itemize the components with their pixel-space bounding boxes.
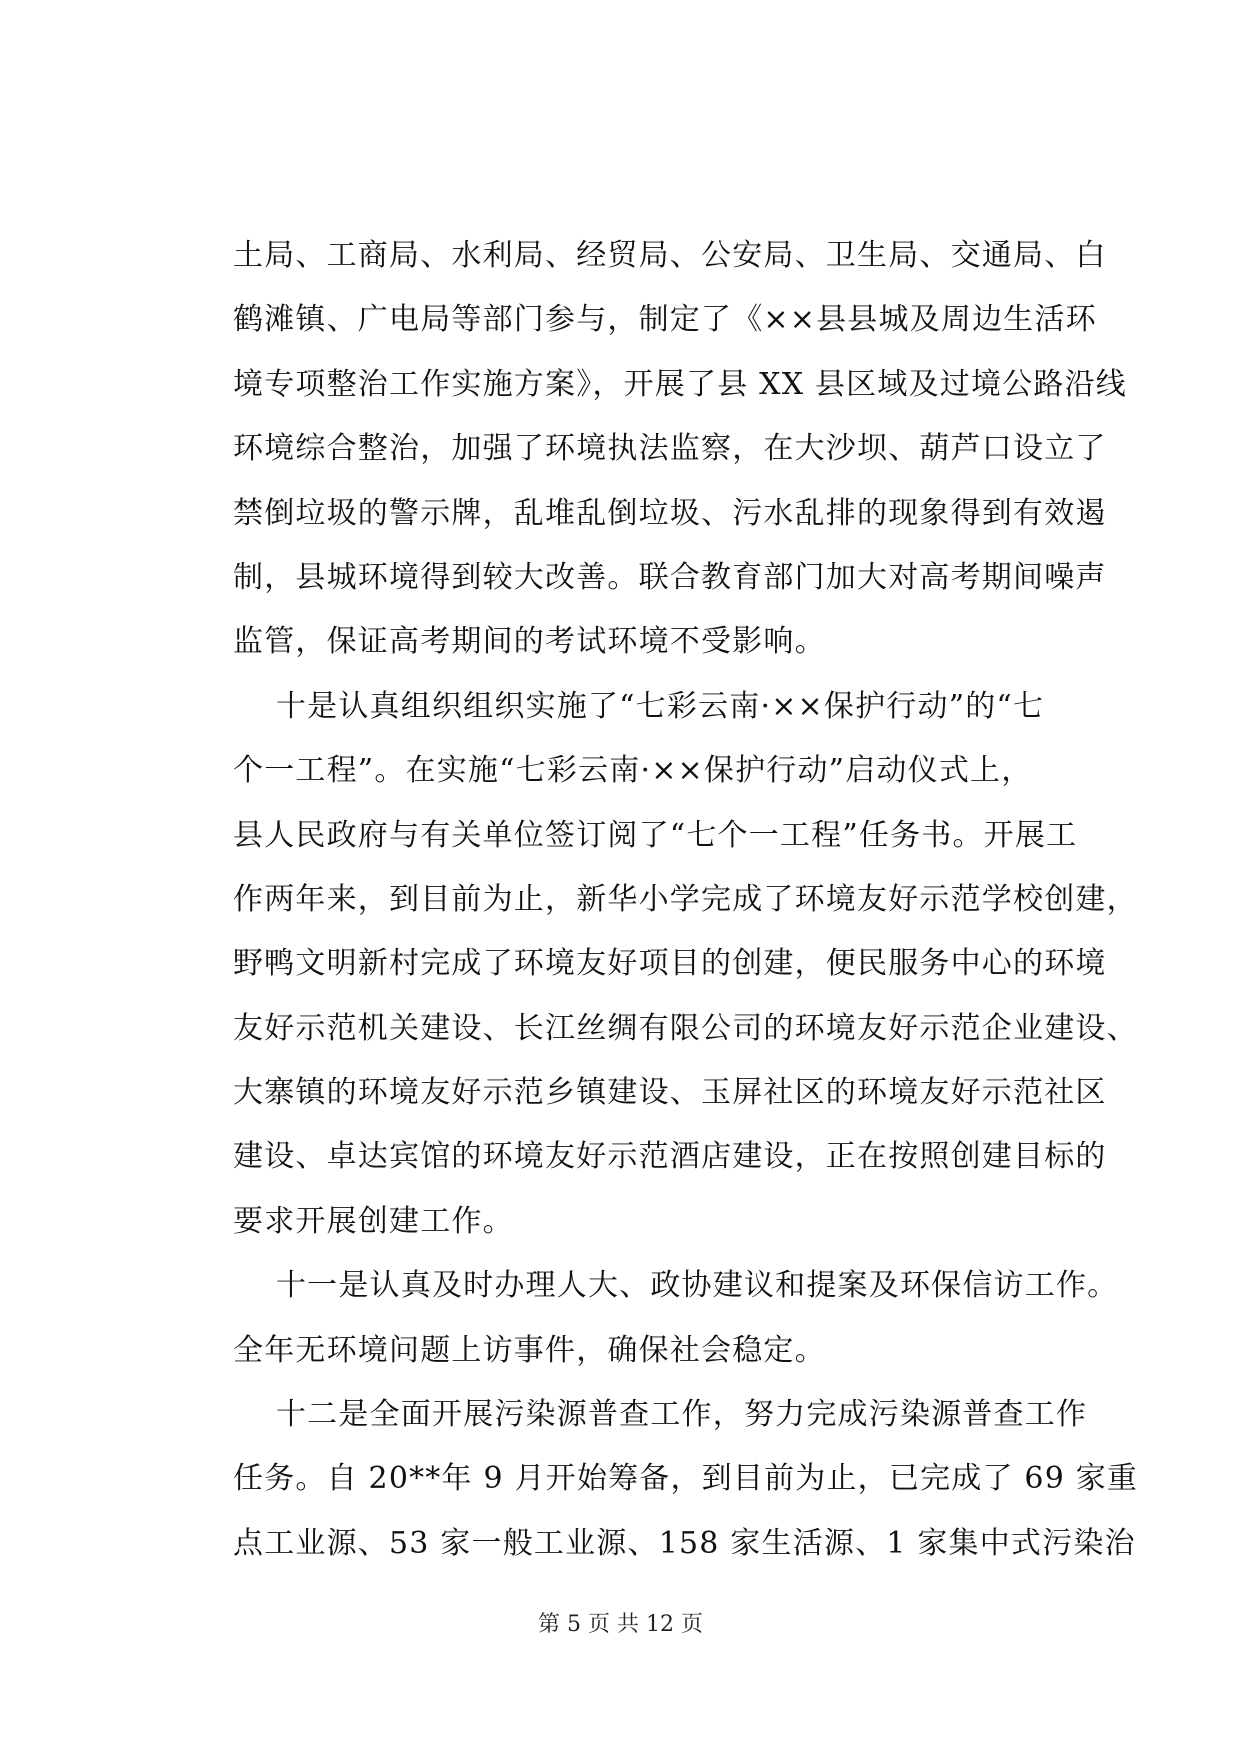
text-line: 友好示范机关建设、长江丝绸有限公司的环境友好示范企业建设、 — [233, 1010, 1138, 1046]
text-line: 十二是全面开展污染源普查工作，努力完成污染源普查工作 — [233, 1397, 1088, 1433]
text-line: 县人民政府与有关单位签订阅了“七个一工程”任务书。开展工 — [233, 817, 1078, 853]
page-footer: 第 5 页 共 12 页 — [538, 1612, 703, 1637]
body-text — [233, 224, 1139, 1576]
text-line: 个一工程”。在实施“七彩云南·××保护行动”启动仪式上， — [233, 753, 1033, 789]
text-line: 十是认真组织组织实施了“七彩云南·××保护行动”的“七 — [233, 688, 1045, 724]
text-line: 任务。自 20**年 9 月开始筹备，到目前为止，已完成了 69 家重 — [233, 1461, 1139, 1497]
text-line: 要求开展创建工作。 — [233, 1203, 514, 1239]
text-line: 十一是认真及时办理人大、政协建议和提案及环保信访工作。 — [233, 1268, 1119, 1304]
text-line: 土局、工商局、水利局、经贸局、公安局、卫生局、交通局、白 — [233, 238, 1107, 273]
text-line: 作两年来，到目前为止，新华小学完成了环境友好示范学校创建， — [233, 881, 1138, 917]
text-line: 建设、卓达宾馆的环境友好示范酒店建设，正在按照创建目标的 — [233, 1139, 1107, 1175]
text-line: 点工业源、53 家一般工业源、158 家生活源、1 家集中式污染治 — [233, 1525, 1136, 1561]
text-line: 大寨镇的环境友好示范乡镇建设、玉屏社区的环境友好示范社区 — [233, 1075, 1107, 1111]
text-line: 野鸭文明新村完成了环境友好项目的创建，便民服务中心的环境 — [233, 946, 1107, 982]
text-line: 环境综合整治，加强了环境执法监察，在大沙坝、葫芦口设立了 — [233, 431, 1107, 467]
text-line: 境专项整治工作实施方案》，开展了县 XX 县区域及过境公路沿线 — [233, 366, 1127, 402]
text-line: 制，县城环境得到较大改善。联合教育部门加大对高考期间噪声 — [233, 559, 1107, 595]
text-line: 监管，保证高考期间的考试环境不受影响。 — [233, 624, 826, 660]
text-line: 全年无环境问题上访事件，确保社会稳定。 — [233, 1332, 826, 1368]
text-line: 禁倒垃圾的警示牌，乱堆乱倒垃圾、污水乱排的现象得到有效遏 — [233, 495, 1107, 531]
text-line: 鹤滩镇、广电局等部门参与，制定了《××县县城及周边生活环 — [233, 302, 1097, 338]
